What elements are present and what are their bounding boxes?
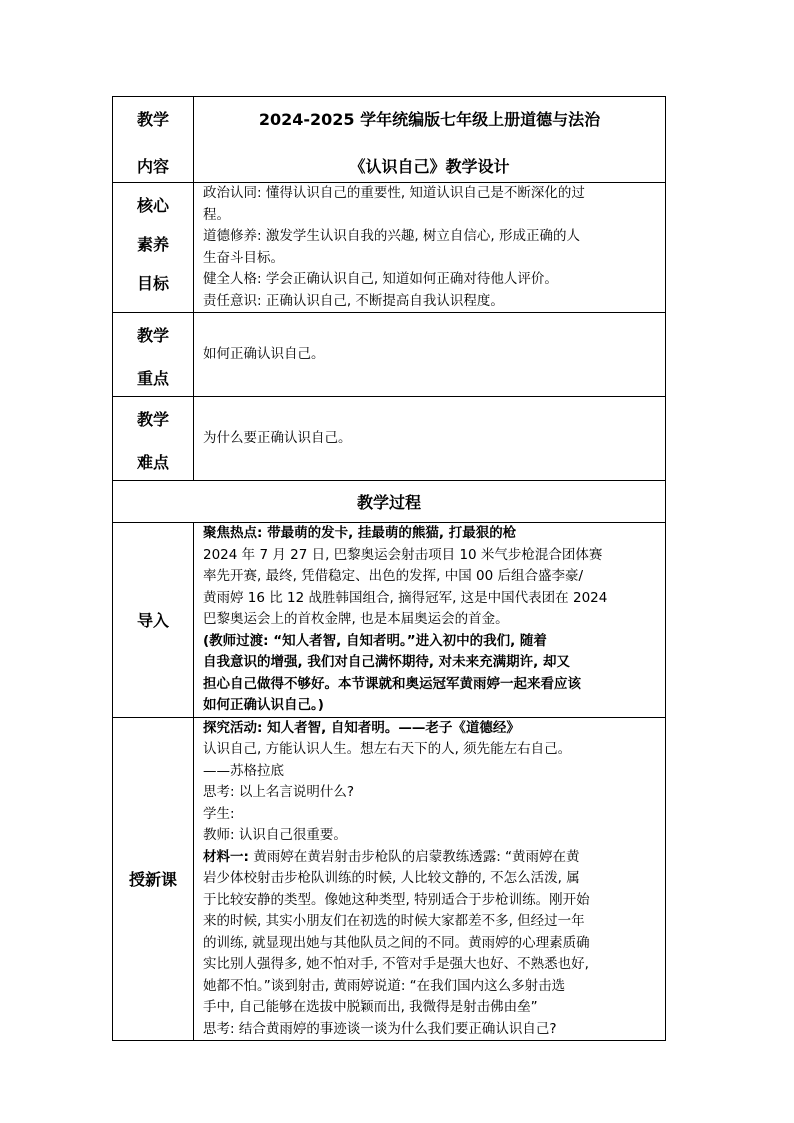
teaching-difficulty-cell (194, 397, 666, 481)
text-line: 实比别人强得多, 她不怕对手, 不管对手是强大也好、不熟悉也好, (203, 956, 589, 972)
text-line: 责任意识: 正确认识自己, 不断提高自我认识程度。 (203, 292, 504, 309)
label-bottom: 重点 (136, 369, 169, 388)
core-literacy-text (194, 183, 665, 312)
text-line: 率先开赛, 最终, 凭借稳定、出色的发挥, 中国 00 后组合盛李豪/ (203, 568, 584, 584)
document-title-line1: 2024-2025 学年统编版七年级上册道德与法治 (258, 110, 601, 129)
text-line: 的训练, 就显现出她与其他队员之间的不同。黄雨婷的心理素质确 (203, 934, 590, 951)
text-line (203, 718, 659, 740)
core-literacy-content (194, 183, 666, 313)
label-line-3: 目标 (136, 274, 169, 293)
introduction-text (194, 523, 665, 717)
row-teaching-process (113, 481, 666, 523)
bold-line: 如何正确认识自己。) (203, 697, 324, 713)
text-line: 教师: 认识自己很重要。 (203, 827, 347, 843)
text-line: 政治认同: 懂得认识自己的重要性, 知道认识自己是不断深化的过 (203, 185, 585, 201)
bold-line: 自我意识的增强, 我们对自己满怀期待, 对未来充满期许, 却又 (203, 654, 570, 670)
label-bottom: 内容 (136, 157, 169, 176)
text-line: 健全人格: 学会正确认识自己, 知道如何正确对待他人评价。 (203, 271, 558, 287)
label-bottom: 难点 (136, 453, 169, 472)
label-top: 教学 (136, 326, 169, 345)
teaching-focus-cell (194, 313, 666, 397)
activity-heading: 探究活动: 知人者智, 自知者明。——老子《道德经》 (203, 719, 520, 736)
text-line: 思考: 以上名言说明什么? (203, 784, 355, 800)
document-title-line2: 《认识自己》教学设计 (349, 157, 510, 176)
bold-line: (教师过渡: “知人者智, 自知者明。”进入初中的我们, 随着 (203, 632, 547, 649)
row-core-literacy (113, 183, 666, 313)
bold-line: 担心自己做得不够好。本节课就和奥运冠军黄雨婷一起来看应该 (203, 675, 581, 692)
intro-heading: 聚焦热点: 带最萌的发卡, 挂最萌的熊猫, 打最狠的枪 (203, 525, 517, 541)
process-title: 教学过程 (113, 481, 666, 523)
row-introduction (113, 523, 666, 718)
new-lesson-content (194, 717, 666, 1041)
text-line: 来的时候, 其实小朋友们在初选的时候大家都差不多, 但经过一年 (203, 913, 585, 929)
label-introduction: 导入 (113, 523, 194, 718)
text-line: 巴黎奥运会上的首枚金牌, 也是本届奥运会的首金。 (203, 611, 509, 627)
label-top: 教学 (136, 410, 169, 429)
material-first-line (203, 847, 659, 869)
material-text: 黄雨婷在黄岩射击步枪队的启蒙教练透露: “黄雨婷在黄 (248, 848, 580, 865)
label-top: 教学 (136, 110, 169, 129)
label-teaching-focus (113, 313, 194, 397)
row-new-lesson (113, 717, 666, 1041)
teaching-focus-text: 如何正确认识自己。 (203, 345, 325, 362)
text-line: 岩少体校射击步枪队训练的时候, 人比较文静的, 不怎么活泼, 属 (203, 870, 580, 886)
text-line: 2024 年 7 月 27 日, 巴黎奥运会射击项目 10 米气步枪混合团体赛 (203, 546, 603, 563)
lesson-plan-table (112, 96, 666, 1041)
text-line: 学生: (203, 805, 235, 822)
text-line: 道德修养: 激发学生认识自我的兴趣, 树立自信心, 形成正确的人 (203, 228, 581, 244)
teaching-difficulty-text: 为什么要正确认识自己。 (203, 429, 352, 446)
row-teaching-focus (113, 313, 666, 397)
label-teaching-content (113, 97, 194, 183)
text-line: 认识自己, 方能认识人生。想左右天下的人, 须先能左右自己。 (203, 741, 572, 757)
material-label: 材料一: (203, 848, 249, 865)
text-line: 手中, 自己能够在选拔中脱颖而出, 我微得是射击佛由垒” (203, 999, 538, 1015)
new-lesson-text (194, 718, 665, 1041)
row-teaching-difficulty (113, 397, 666, 481)
text-line: 生奋斗目标。 (203, 249, 284, 266)
title-cell (194, 97, 666, 183)
text-line: ——苏格拉底 (203, 762, 284, 779)
text-line: 她都不怕。”谈到射击, 黄雨婷说道: “在我们国内这么多射击选 (203, 977, 566, 994)
introduction-content (194, 523, 666, 718)
label-line-2: 素养 (136, 235, 169, 254)
text-line: 思考: 结合黄雨婷的事迹谈一谈为什么我们要正确认识自己? (203, 1020, 557, 1037)
label-core-literacy (113, 183, 194, 313)
label-line-1: 核心 (136, 196, 169, 215)
row-teaching-content (113, 97, 666, 183)
text-line: 黄雨婷 16 比 12 战胜韩国组合, 摘得冠军, 这是中国代表团在 2024 (203, 589, 608, 606)
label-new-lesson: 授新课 (113, 717, 194, 1041)
text-line: 程。 (203, 206, 230, 223)
text-line: 于比较安静的类型。像她这种类型, 特别适合于步枪训练。刚开始 (203, 891, 590, 908)
label-teaching-difficulty (113, 397, 194, 481)
